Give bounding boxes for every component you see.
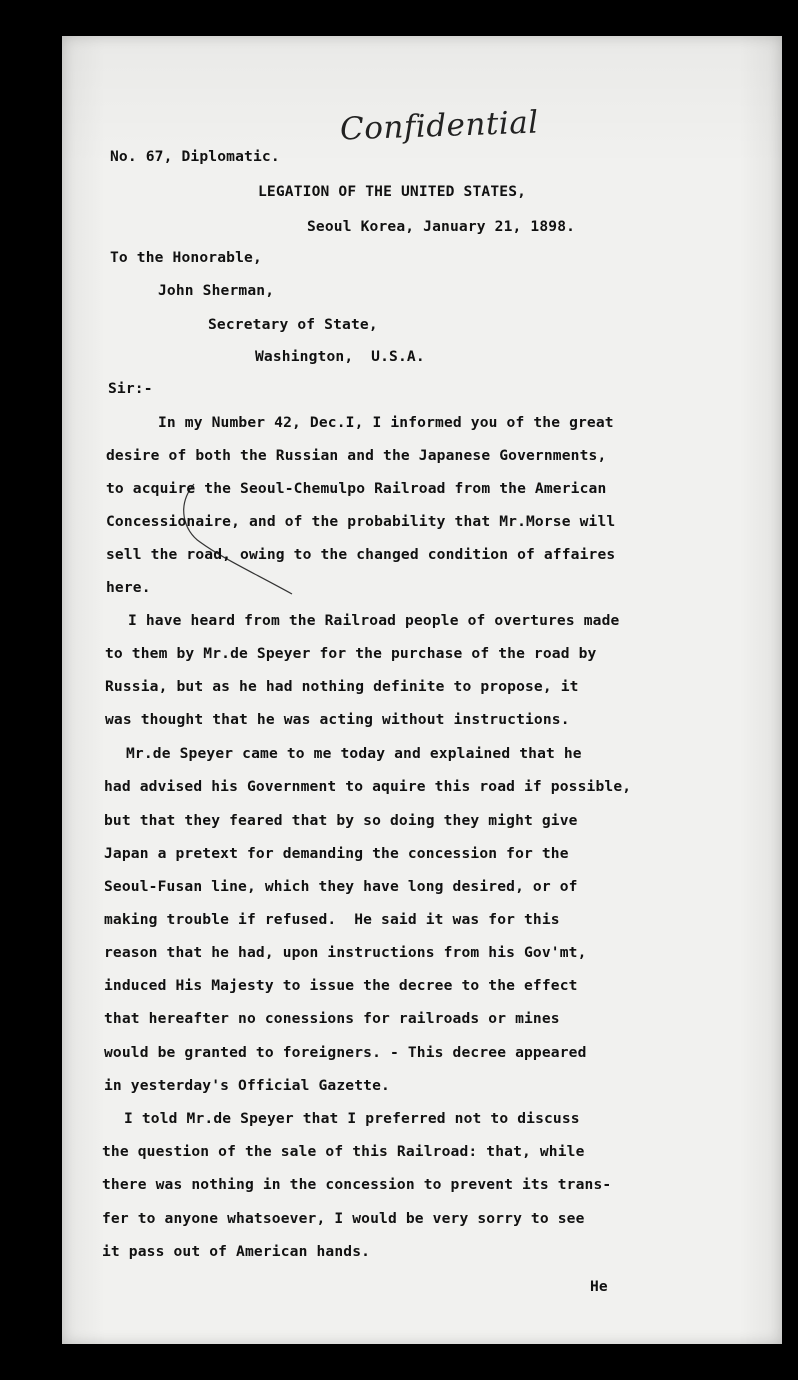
body-line: Japan a pretext for demanding the concession for the — [104, 845, 569, 862]
place-date: Seoul Korea, January 21, 1898. — [307, 218, 576, 235]
body-line: that hereafter no conessions for railroads or mines — [104, 1010, 560, 1027]
body-line: but that they feared that by so doing they might give — [104, 812, 578, 829]
body-line: to acquire the Seoul-Chemulpo Railroad from the American — [106, 480, 607, 497]
legation-heading: LEGATION OF THE UNITED STATES, — [258, 183, 527, 200]
body-line: Seoul-Fusan line, which they have long desired, or of — [104, 878, 578, 895]
body-line: desire of both the Russian and the Japanese Governments, — [106, 447, 607, 464]
body-line: sell the road, owing to the changed condition of affaires — [106, 546, 616, 563]
body-line: fer to anyone whatsoever, I would be very sorry to see — [102, 1210, 585, 1227]
handwritten-confidential-annotation: Confidential — [339, 104, 540, 148]
body-line: would be granted to foreigners. - This decree appeared — [104, 1044, 587, 1061]
body-line: making trouble if refused. He said it was for this — [104, 911, 560, 928]
body-line: it pass out of American hands. — [102, 1243, 371, 1260]
salutation: Sir:- — [108, 380, 153, 397]
body-line: here. — [106, 579, 151, 596]
body-line: was thought that he was acting without instructions. — [105, 711, 570, 728]
address-line-4: Washington, U.S.A. — [255, 348, 425, 365]
body-line: I have heard from the Railroad people of overtures made — [128, 612, 620, 629]
dispatch-number: No. 67, Diplomatic. — [110, 148, 280, 165]
document-page — [62, 36, 782, 1344]
body-line: induced His Majesty to issue the decree to the effect — [104, 977, 578, 994]
address-line-1: To the Honorable, — [110, 249, 262, 266]
body-line: Russia, but as he had nothing definite to propose, it — [105, 678, 579, 695]
body-line: the question of the sale of this Railroad: that, while — [102, 1143, 585, 1160]
address-line-2: John Sherman, — [158, 282, 275, 299]
body-line: had advised his Government to aquire this road if possible, — [104, 778, 632, 795]
body-line: Mr.de Speyer came to me today and explained that he — [126, 745, 582, 762]
address-line-3: Secretary of State, — [208, 316, 378, 333]
catchword: He — [590, 1278, 608, 1295]
body-line: in yesterday's Official Gazette. — [104, 1077, 390, 1094]
body-line: Concessionaire, and of the probability that Mr.Morse will — [106, 513, 616, 530]
body-line: I told Mr.de Speyer that I preferred not to discuss — [124, 1110, 580, 1127]
body-line: to them by Mr.de Speyer for the purchase of the road by — [105, 645, 597, 662]
body-line: reason that he had, upon instructions from his Gov'mt, — [104, 944, 587, 961]
body-line: In my Number 42, Dec.I, I informed you of the great — [158, 414, 614, 431]
body-line: there was nothing in the concession to prevent its trans- — [102, 1176, 612, 1193]
